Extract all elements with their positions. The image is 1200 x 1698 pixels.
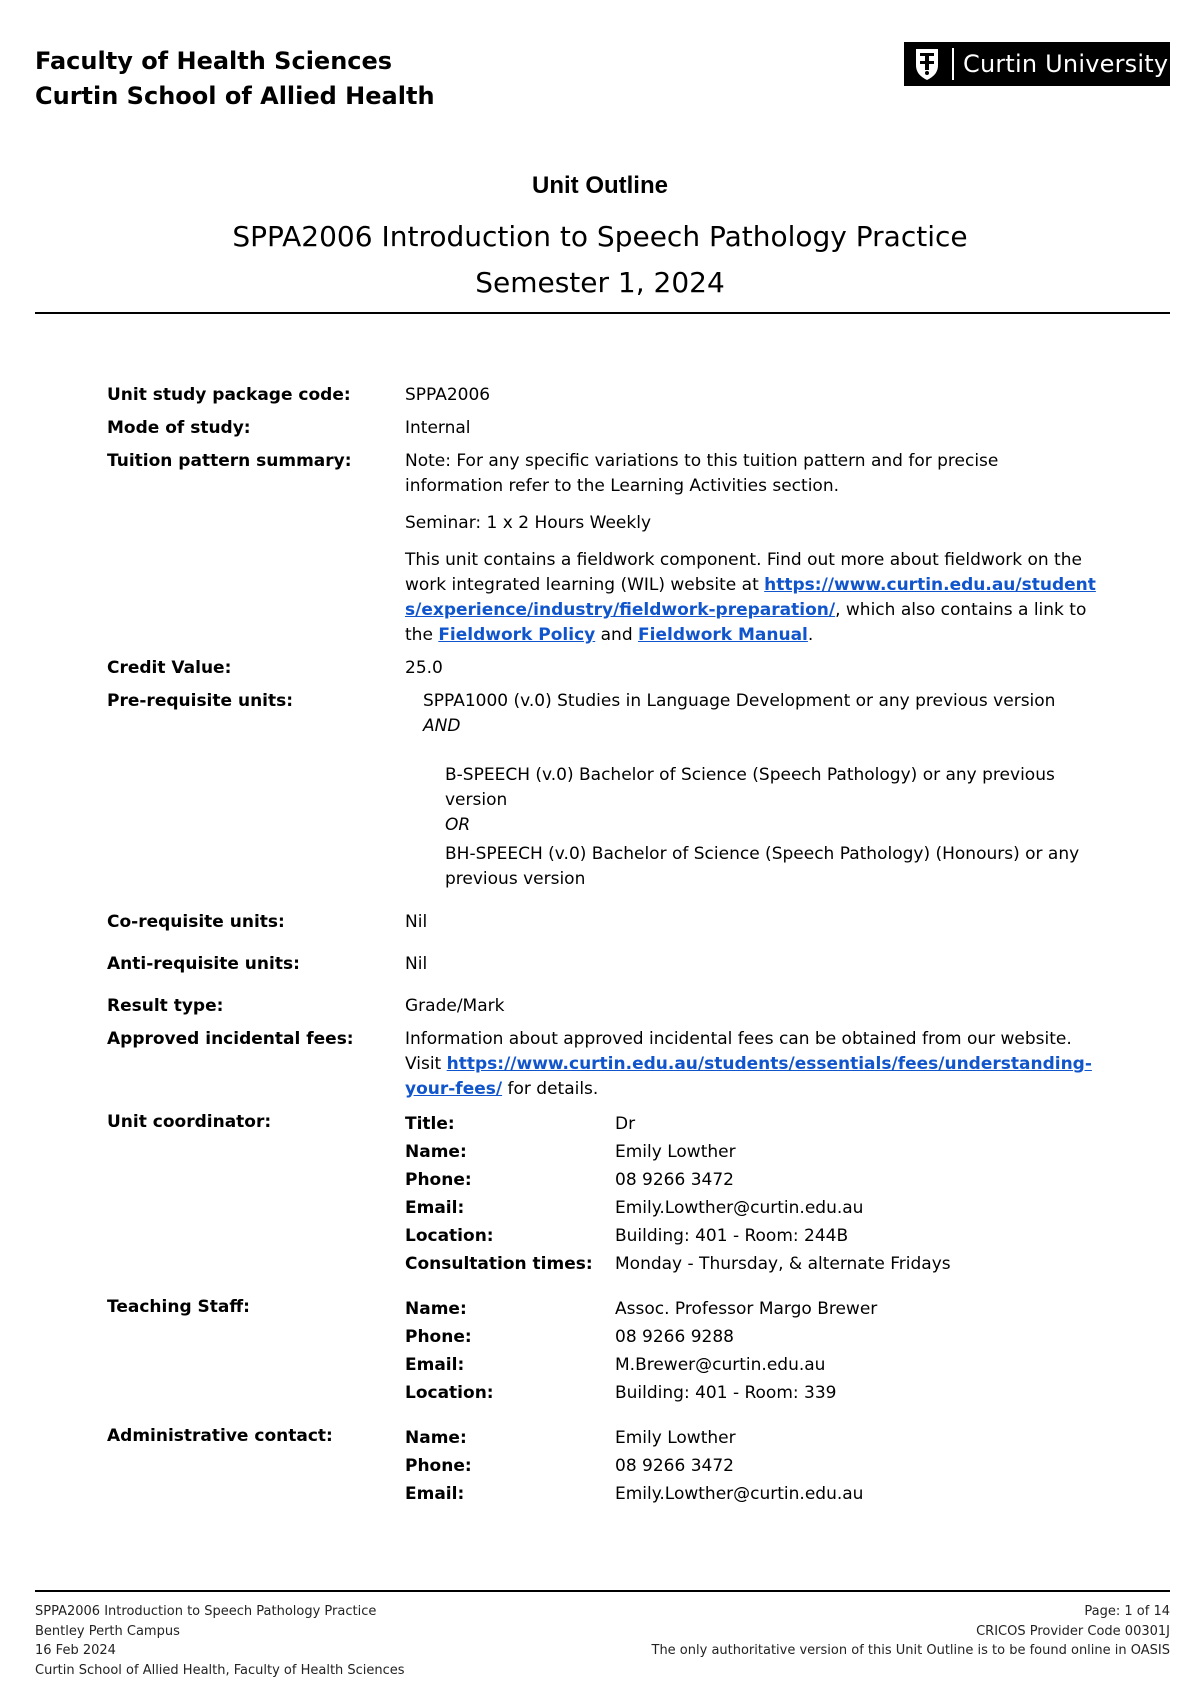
coordinator-phone-key: Phone:: [405, 1170, 472, 1190]
row-coreq: [107, 910, 1097, 935]
teaching-email-value: M.Brewer@curtin.edu.au: [615, 1355, 826, 1375]
fees-text: Information about approved incidental fees can be obtained from our website. Visit: [405, 1029, 1072, 1074]
fieldwork-mid-text: , which also contains a link to the: [405, 600, 1087, 645]
fees-label: Approved incidental fees:: [107, 1029, 354, 1049]
row-antireq: [107, 952, 1097, 977]
coordinator-title-key: Title:: [405, 1114, 455, 1134]
row-credit: [107, 656, 1097, 681]
teaching-label: Teaching Staff:: [107, 1297, 250, 1317]
teaching-phone-key: Phone:: [405, 1327, 472, 1347]
coreq-label: Co-requisite units:: [107, 912, 285, 932]
antireq-value: Nil: [405, 954, 428, 974]
admin-email-value: Emily.Lowther@curtin.edu.au: [615, 1484, 864, 1504]
row-teaching: [107, 1295, 1097, 1407]
row-fees: [107, 1027, 1097, 1102]
coordinator-location-value: Building: 401 - Room: 244B: [615, 1226, 849, 1246]
coordinator-email-value: Emily.Lowther@curtin.edu.au: [615, 1198, 864, 1218]
coordinator-label: Unit coordinator:: [107, 1112, 272, 1132]
prereq-item-1: SPPA1000 (v.0) Studies in Language Development or any previous version: [423, 691, 1056, 711]
package-code-value: SPPA2006: [405, 385, 491, 405]
row-prereq: [107, 689, 1097, 892]
credit-label: Credit Value:: [107, 658, 232, 678]
unit-title: SPPA2006 Introduction to Speech Pathology Practice: [232, 220, 968, 253]
footer-cricos: CRICOS Provider Code 00301J: [976, 1623, 1170, 1639]
coordinator-consult-key: Consultation times:: [405, 1254, 593, 1274]
logo-text: Curtin University: [963, 50, 1169, 78]
footer-date: 16 Feb 2024: [35, 1643, 116, 1658]
curtin-logo: [904, 42, 1170, 86]
row-coordinator: [107, 1110, 1097, 1278]
teaching-name-key: Name:: [405, 1299, 467, 1319]
and-text: and: [600, 625, 633, 645]
package-code-label: Unit study package code:: [107, 385, 351, 405]
prereq-and: AND: [423, 716, 461, 736]
faculty-name: Faculty of Health Sciences: [35, 47, 393, 75]
footer-page: Page: 1 of 14: [1084, 1604, 1170, 1619]
footer-school: Curtin School of Allied Health, Faculty of Health Sciences: [35, 1662, 405, 1678]
row-tuition: [107, 449, 1097, 656]
teaching-phone-value: 08 9266 9288: [615, 1327, 734, 1347]
admin-email-key: Email:: [405, 1484, 465, 1504]
admin-name-value: Emily Lowther: [615, 1428, 736, 1448]
admin-phone-key: Phone:: [405, 1456, 472, 1476]
result-label: Result type:: [107, 996, 224, 1016]
fieldwork-manual-link[interactable]: Fieldwork Manual: [638, 625, 808, 645]
fieldwork-policy-link[interactable]: Fieldwork Policy: [438, 625, 596, 645]
coordinator-phone-value: 08 9266 3472: [615, 1170, 734, 1190]
admin-name-key: Name:: [405, 1428, 467, 1448]
result-value: Grade/Mark: [405, 996, 505, 1016]
teaching-email-key: Email:: [405, 1355, 465, 1375]
coordinator-location-key: Location:: [405, 1226, 494, 1246]
footer-authoritative: The only authoritative version of this Unit Outline is to be found online in OASIS: [651, 1643, 1170, 1658]
footer-campus: Bentley Perth Campus: [35, 1623, 180, 1639]
admin-label: Administrative contact:: [107, 1426, 333, 1446]
credit-value: 25.0: [405, 658, 443, 678]
curtin-crest-icon: [912, 46, 942, 82]
mode-label: Mode of study:: [107, 418, 251, 438]
coreq-value: Nil: [405, 912, 428, 932]
coordinator-name-value: Emily Lowther: [615, 1142, 736, 1162]
unit-details: [107, 383, 1097, 1559]
faculty-header: [35, 44, 435, 114]
school-name: Curtin School of Allied Health: [35, 82, 435, 110]
prereq-label: Pre-requisite units:: [107, 691, 294, 711]
prereq-item-2: B-SPEECH (v.0) Bachelor of Science (Speech Pathology) or any previous version: [445, 765, 1055, 810]
row-package-code: [107, 383, 1097, 408]
teaching-name-value: Assoc. Professor Margo Brewer: [615, 1299, 878, 1319]
fees-url-link[interactable]: https://www.curtin.edu.au/students/essentials/fees/understanding-your-fees/: [405, 1054, 1092, 1099]
fees-after: for details.: [507, 1079, 599, 1099]
header-rule: [35, 312, 1170, 314]
logo-divider: [952, 48, 954, 80]
antireq-label: Anti-requisite units:: [107, 954, 300, 974]
tuition-seminar: Seminar: 1 x 2 Hours Weekly: [405, 513, 652, 533]
tuition-label: Tuition pattern summary:: [107, 451, 352, 471]
coordinator-consult-value: Monday - Thursday, & alternate Fridays: [615, 1254, 951, 1274]
footer-unit: SPPA2006 Introduction to Speech Pathology Practice: [35, 1604, 377, 1619]
coordinator-email-key: Email:: [405, 1198, 465, 1218]
document-type: Unit Outline: [532, 172, 668, 199]
semester: Semester 1, 2024: [475, 266, 725, 299]
prereq-or: OR: [445, 815, 471, 835]
coordinator-name-key: Name:: [405, 1142, 467, 1162]
admin-phone-value: 08 9266 3472: [615, 1456, 734, 1476]
fieldwork-url-link[interactable]: https://www.curtin.edu.au/students/experience/industry/fieldwork-preparation/: [405, 575, 1096, 620]
prereq-item-3: BH-SPEECH (v.0) Bachelor of Science (Speech Pathology) (Honours) or any previous version: [445, 844, 1080, 889]
row-mode: [107, 416, 1097, 441]
tuition-note: Note: For any specific variations to this tuition pattern and for precise information refer to the Learning Activities section.: [405, 451, 999, 496]
coordinator-title-value: Dr: [615, 1114, 636, 1134]
footer-rule: [35, 1590, 1170, 1592]
footer-right: [652, 1602, 1171, 1661]
mode-value: Internal: [405, 418, 471, 438]
teaching-location-key: Location:: [405, 1383, 494, 1403]
period-text: .: [807, 625, 814, 645]
row-result: [107, 994, 1097, 1019]
footer-left: [35, 1602, 405, 1680]
teaching-location-value: Building: 401 - Room: 339: [615, 1383, 837, 1403]
fieldwork-text: This unit contains a fieldwork component. Find out more about fieldwork on the work integrated learning (WIL) website at: [405, 550, 1082, 595]
row-admin: [107, 1424, 1097, 1508]
